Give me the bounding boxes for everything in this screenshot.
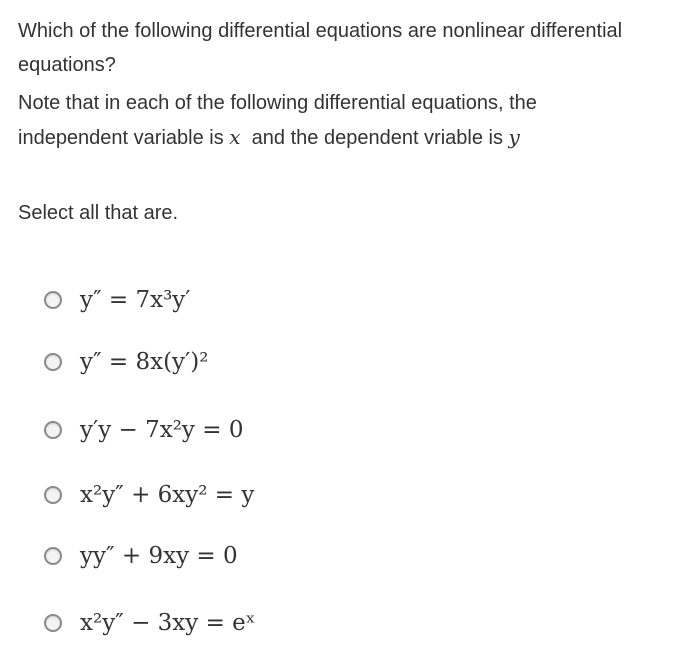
note-text xyxy=(18,86,698,155)
option-3[interactable] xyxy=(44,410,644,450)
checkbox-option-1[interactable] xyxy=(44,291,62,309)
option-4[interactable] xyxy=(44,475,644,515)
note-line-2-prefix: independent variable is xyxy=(18,127,230,149)
equation-option-4: x²y″ + 6xy² = y xyxy=(80,482,255,508)
checkbox-option-2[interactable] xyxy=(44,353,62,371)
note-line-2-middle: and the dependent vriable is xyxy=(251,127,509,149)
equation-option-3: y′y − 7x²y = 0 xyxy=(80,417,244,443)
select-instruction: Select all that are. xyxy=(18,202,179,224)
checkbox-option-4[interactable] xyxy=(44,486,62,504)
question-line-2: equations? xyxy=(18,54,116,76)
equation-option-5: yy″ + 9xy = 0 xyxy=(80,543,238,569)
option-6[interactable] xyxy=(44,603,644,643)
equation-option-1: y″ = 7x³y′ xyxy=(80,287,191,313)
checkbox-option-6[interactable] xyxy=(44,614,62,632)
note-line-2 xyxy=(18,120,698,155)
equation-option-2: y″ = 8x(y′)² xyxy=(80,349,209,375)
question-text xyxy=(18,14,698,82)
note-line-1: Note that in each of the following differential equations, the xyxy=(18,92,537,114)
option-5[interactable] xyxy=(44,536,644,576)
option-2[interactable] xyxy=(44,342,644,382)
option-1[interactable] xyxy=(44,280,644,320)
question-line-1: Which of the following differential equations are nonlinear differential xyxy=(18,20,623,42)
checkbox-option-3[interactable] xyxy=(44,421,62,439)
independent-variable: x xyxy=(229,125,241,149)
checkbox-option-5[interactable] xyxy=(44,547,62,565)
equation-option-6: x²y″ − 3xy = eˣ xyxy=(80,610,256,636)
dependent-variable: y xyxy=(508,125,520,149)
